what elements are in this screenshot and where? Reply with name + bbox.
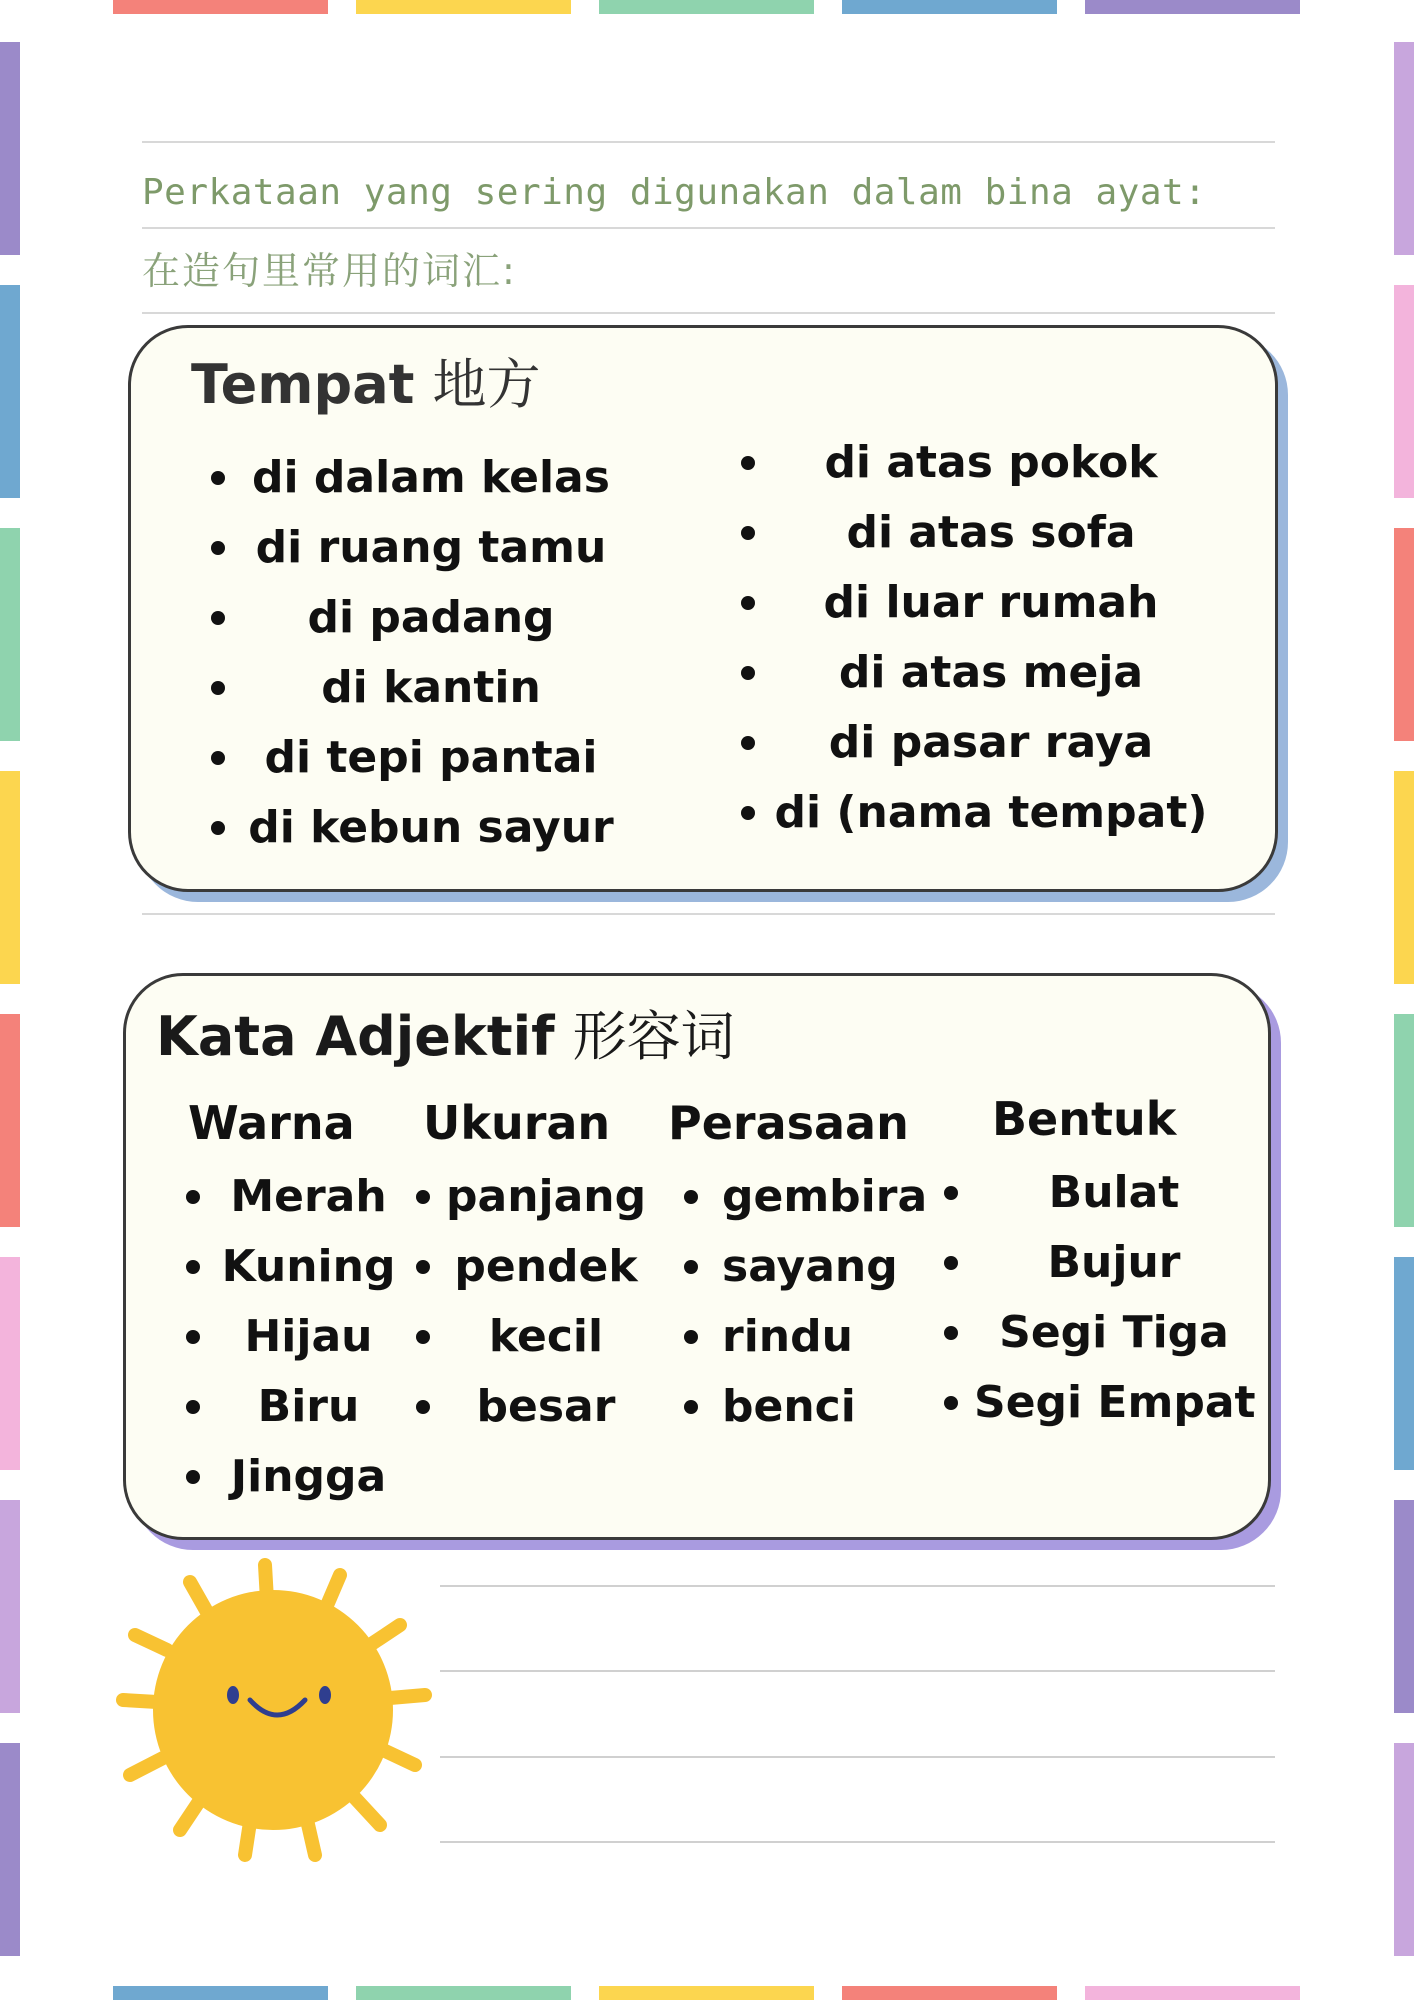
right-bar-8 [1394,1743,1414,1956]
adjektif-card [123,973,1271,1540]
bullet-icon [211,751,225,765]
list-item [944,1298,1254,1368]
list-item [416,1162,646,1232]
writing-line [440,1756,1275,1758]
list-item [186,1372,401,1442]
perasaan-list [684,1162,929,1442]
bottom-bar-3 [599,1986,814,2000]
list-item [944,1228,1254,1298]
list-item [211,513,621,583]
bullet-icon [416,1260,430,1274]
list-item [211,653,621,723]
bottom-bar-5 [1085,1986,1300,2000]
bullet-icon [741,806,755,820]
top-bar-3 [599,0,814,14]
left-bar-4 [0,771,20,984]
list-item [211,443,621,513]
bullet-icon [186,1330,200,1344]
list-item-text: Segi Tiga [999,1307,1229,1358]
tempat-card [128,325,1278,892]
bottom-bar-1 [113,1986,328,2000]
bullet-icon [211,681,225,695]
bullet-icon [684,1260,698,1274]
left-bar-5 [0,1014,20,1227]
list-item-text: Segi Empat [974,1377,1256,1428]
list-item [741,708,1211,778]
bullet-icon [416,1190,430,1204]
bullet-icon [186,1470,200,1484]
list-item [684,1302,929,1372]
smiling-sun-icon [115,1550,435,1870]
list-item-text: di kebun sayur [248,802,614,853]
list-item-text: benci [722,1381,856,1432]
list-item-text: panjang [446,1171,647,1222]
list-item-text: di ruang tamu [255,522,607,573]
list-item-text: di luar rumah [823,577,1159,628]
tempat-title [191,342,540,419]
list-item-text: di atas sofa [846,507,1136,558]
list-item-text: di kantin [321,662,541,713]
list-item [186,1442,401,1512]
left-bar-7 [0,1500,20,1713]
bullet-icon [741,526,755,540]
right-bar-5 [1394,1014,1414,1227]
intro-chinese: 在造句里常用的词汇: [142,249,517,293]
list-item [741,778,1211,848]
left-bar-1 [0,42,20,255]
column-heading-bentuk: Bentuk [992,1092,1177,1146]
left-bar-2 [0,285,20,498]
top-bar-1 [113,0,328,14]
bullet-icon [741,596,755,610]
list-item-text: gembira [722,1171,928,1222]
right-bar-2 [1394,285,1414,498]
tempat-list-right [741,428,1211,848]
list-item [211,723,621,793]
list-item-text: di (nama tempat) [774,787,1208,838]
bottom-bar-4 [842,1986,1057,2000]
bullet-icon [416,1400,430,1414]
bullet-icon [741,456,755,470]
adjektif-title-ms: Kata Adjektif [156,1005,555,1068]
column-heading-warna: Warna [188,1096,355,1150]
list-item [684,1162,929,1232]
list-item [741,498,1211,568]
list-item-text: kecil [488,1311,604,1362]
tempat-title-zh: 地方 [432,353,541,416]
list-item-text: di pasar raya [828,717,1154,768]
warna-list [186,1162,401,1512]
top-bar-2 [356,0,571,14]
list-item-text: sayang [722,1241,898,1292]
list-item-text: Merah [230,1171,387,1222]
writing-line [440,1585,1275,1587]
right-bar-4 [1394,771,1414,984]
list-item-text: Jingga [230,1451,387,1502]
bullet-icon [211,471,225,485]
list-item [211,793,621,863]
right-bar-1 [1394,42,1414,255]
column-heading-ukuran: Ukuran [423,1096,611,1150]
list-item [741,428,1211,498]
list-item [741,638,1211,708]
left-bar-8 [0,1743,20,1956]
list-item [944,1158,1254,1228]
list-item [186,1162,401,1232]
bullet-icon [186,1400,200,1414]
right-bar-6 [1394,1257,1414,1470]
bullet-icon [684,1400,698,1414]
adjektif-title [156,994,735,1071]
list-item [416,1232,646,1302]
ruled-line [142,312,1275,314]
right-bar-7 [1394,1500,1414,1713]
list-item-text: Biru [257,1381,360,1432]
list-item-text: Kuning [221,1241,396,1292]
bullet-icon [211,541,225,555]
list-item [741,568,1211,638]
list-item-text: Bulat [1048,1167,1180,1218]
writing-line [440,1670,1275,1672]
bullet-icon [944,1396,958,1410]
adjektif-title-zh: 形容词 [572,1005,735,1068]
list-item [186,1232,401,1302]
left-bar-3 [0,528,20,741]
bullet-icon [684,1190,698,1204]
bullet-icon [944,1186,958,1200]
list-item-text: di atas meja [838,647,1144,698]
bullet-icon [944,1256,958,1270]
bullet-icon [741,736,755,750]
intro-malay: Perkataan yang sering digunakan dalam bina ayat: [142,172,1207,213]
list-item-text: pendek [454,1241,638,1292]
list-item-text: Bujur [1047,1237,1181,1288]
bullet-icon [186,1260,200,1274]
left-bar-6 [0,1257,20,1470]
list-item-text: Hijau [244,1311,373,1362]
list-item-text: besar [476,1381,616,1432]
list-item-text: di tepi pantai [264,732,598,783]
top-bar-4 [842,0,1057,14]
bentuk-list [944,1158,1254,1438]
list-item [416,1372,646,1442]
ruled-line [142,141,1275,143]
right-bar-3 [1394,528,1414,741]
bullet-icon [741,666,755,680]
tempat-title-ms: Tempat [191,353,415,416]
bullet-icon [944,1326,958,1340]
bullet-icon [211,821,225,835]
ruled-line [142,227,1275,229]
list-item-text: di padang [307,592,555,643]
ukuran-list [416,1162,646,1442]
list-item [416,1302,646,1372]
bullet-icon [211,611,225,625]
writing-line [440,1841,1275,1843]
ruled-line [142,913,1275,915]
list-item [684,1372,929,1442]
tempat-list-left [211,443,621,863]
list-item [684,1232,929,1302]
list-item-text: di atas pokok [824,437,1158,488]
list-item [186,1302,401,1372]
list-item-text: rindu [722,1311,853,1362]
bottom-bar-2 [356,1986,571,2000]
list-item [944,1368,1254,1438]
column-heading-perasaan: Perasaan [668,1096,909,1150]
top-bar-5 [1085,0,1300,14]
bullet-icon [416,1330,430,1344]
bullet-icon [186,1190,200,1204]
bullet-icon [684,1330,698,1344]
list-item [211,583,621,653]
list-item-text: di dalam kelas [252,452,610,503]
